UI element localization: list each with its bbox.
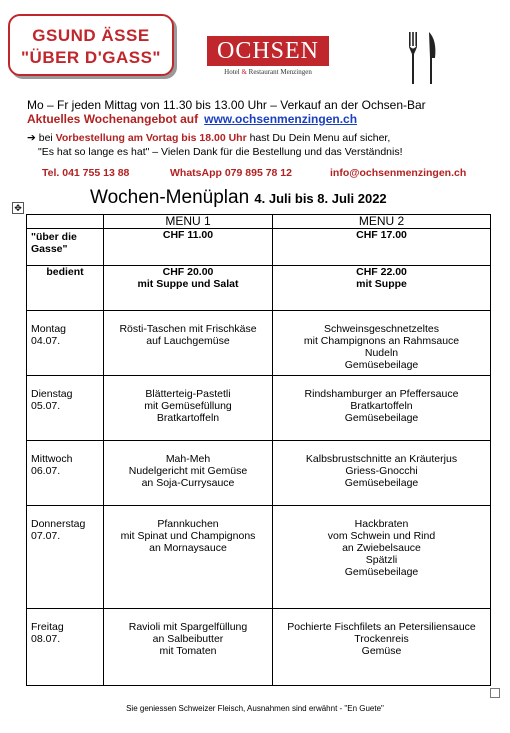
menu-line: Griess-Gnocchi bbox=[345, 465, 418, 477]
arrow-icon: ➔ bbox=[27, 132, 36, 144]
menu-line: Bratkartoffeln bbox=[156, 412, 220, 424]
badge-line2: "ÜBER D'GASS" bbox=[20, 48, 161, 67]
email: info@ochsenmenzingen.ch bbox=[330, 167, 467, 179]
menu2-cell bbox=[273, 441, 491, 506]
menu-line: an Salbeibutter bbox=[152, 633, 224, 645]
plan-dates: 4. Juli bis 8. Juli 2022 bbox=[254, 191, 387, 206]
menu-line: Gemüsebeilage bbox=[344, 359, 419, 371]
day-day: Donnerstag bbox=[31, 518, 86, 530]
day-row bbox=[27, 441, 491, 506]
menu2-cell bbox=[273, 376, 491, 441]
day-day: Dienstag bbox=[31, 388, 73, 400]
menu-line: Hackbraten bbox=[354, 518, 409, 530]
menu-line: Gemüse bbox=[361, 645, 402, 657]
weekly-offer-label: Aktuelles Wochenangebot auf bbox=[27, 112, 199, 126]
menu1-cell bbox=[104, 376, 273, 441]
menu-line: auf Lauchgemüse bbox=[146, 335, 230, 347]
bedient-label: bedient bbox=[27, 266, 104, 311]
badge-line1: GSUND ÄSSE bbox=[32, 26, 150, 45]
bedient-cell1 bbox=[104, 266, 273, 311]
weekly-offer-line bbox=[27, 112, 357, 126]
header-menu1: MENU 1 bbox=[104, 215, 273, 229]
menu1-cell bbox=[104, 311, 273, 376]
gsund-aesse-badge bbox=[8, 14, 174, 76]
menu-line: Gemüsebeilage bbox=[344, 477, 419, 489]
menu-line: Rösti-Taschen mit Frischkäse bbox=[119, 323, 257, 335]
day-day: Montag bbox=[31, 323, 67, 335]
gasse-price2: CHF 17.00 bbox=[273, 229, 491, 266]
opening-hours: Mo – Fr jeden Mittag von 11.30 bis 13.00 Uhr – Verkauf an der Ochsen-Bar bbox=[27, 98, 426, 112]
menu2-cell bbox=[273, 609, 491, 686]
day-date: 06.07. bbox=[31, 465, 61, 477]
menu-line: Rindshamburger an Pfeffersauce bbox=[304, 388, 459, 400]
menu-line: mit Tomaten bbox=[159, 645, 217, 657]
menu-line: Schweinsgeschnetzeltes bbox=[324, 323, 439, 335]
menu-line: Pfannkuchen bbox=[157, 518, 219, 530]
day-date: 05.07. bbox=[31, 400, 61, 412]
menu-line: Trockenreis bbox=[354, 633, 409, 645]
menu-line: an Zwiebelsauce bbox=[342, 542, 421, 554]
logo-sub-a: Hotel bbox=[224, 68, 242, 76]
gasse-row bbox=[27, 229, 491, 266]
menu-line: Gemüsebeilage bbox=[344, 412, 419, 424]
footer-note: Sie geniessen Schweizer Fleisch, Ausnahmen sind erwähnt - "En Guete" bbox=[126, 704, 384, 713]
menu-line: Bratkartoffeln bbox=[350, 400, 413, 412]
day-date: 08.07. bbox=[31, 633, 61, 645]
menu-line: an Mornaysauce bbox=[149, 542, 227, 554]
plan-title bbox=[90, 187, 387, 209]
menu2-cell bbox=[273, 506, 491, 609]
preorder-line bbox=[27, 132, 390, 144]
day-row bbox=[27, 376, 491, 441]
gasse-price1: CHF 11.00 bbox=[104, 229, 273, 266]
ochsen-logo: OCHSEN bbox=[207, 36, 329, 66]
day-date: 07.07. bbox=[31, 530, 61, 542]
bedient-desc1: mit Suppe und Salat bbox=[137, 278, 239, 290]
day-row bbox=[27, 506, 491, 609]
menu1-cell bbox=[104, 506, 273, 609]
preorder-b: hast Du Dein Menu auf sicher, bbox=[246, 132, 391, 144]
table-move-handle-icon[interactable]: ✥ bbox=[12, 202, 24, 214]
bedient-price2: CHF 22.00 bbox=[356, 266, 407, 278]
plan-title-text: Wochen-Menüplan bbox=[90, 187, 250, 208]
fork-knife-icon bbox=[405, 30, 441, 86]
day-cell bbox=[27, 609, 104, 686]
bedient-cell2 bbox=[273, 266, 491, 311]
website-link[interactable]: www.ochsenmenzingen.ch bbox=[204, 112, 358, 126]
menu-line: Kalbsbrustschnitte an Kräuterjus bbox=[305, 453, 458, 465]
menu-line: mit Spinat und Champignons bbox=[120, 530, 256, 542]
menu-line: Pochierte Fischfilets an Petersiliensauce bbox=[287, 621, 476, 633]
menu-table bbox=[26, 214, 491, 686]
day-row bbox=[27, 609, 491, 686]
day-cell bbox=[27, 376, 104, 441]
day-cell bbox=[27, 311, 104, 376]
day-row bbox=[27, 311, 491, 376]
menu-line: Mah-Meh bbox=[165, 453, 211, 465]
menu1-cell bbox=[104, 609, 273, 686]
menu-line: Spätzli bbox=[365, 554, 398, 566]
logo-subtitle bbox=[207, 68, 329, 76]
header-menu2: MENU 2 bbox=[273, 215, 491, 229]
menu-line: Gemüsebeilage bbox=[344, 566, 419, 578]
gasse-label: "über die Gasse" bbox=[27, 229, 104, 266]
bedient-desc2: mit Suppe bbox=[356, 278, 407, 290]
menu1-cell bbox=[104, 441, 273, 506]
header-empty bbox=[27, 215, 104, 229]
menu-line: Nudelgericht mit Gemüse bbox=[128, 465, 248, 477]
logo-sub-b: Restaurant Menzingen bbox=[246, 68, 312, 76]
phone: Tel. 041 755 13 88 bbox=[42, 167, 130, 179]
menu-line: Nudeln bbox=[364, 347, 399, 359]
logo-sub-amp: & bbox=[241, 68, 247, 76]
menu-line: mit Champignons an Rahmsauce bbox=[303, 335, 460, 347]
bedient-row bbox=[27, 266, 491, 311]
menu2-cell bbox=[273, 311, 491, 376]
menu-line: an Soja-Currysauce bbox=[141, 477, 235, 489]
menu-line: vom Schwein und Rind bbox=[327, 530, 436, 542]
bedient-price1: CHF 20.00 bbox=[162, 266, 214, 278]
day-cell bbox=[27, 506, 104, 609]
day-day: Freitag bbox=[31, 621, 64, 633]
preorder-deadline: Vorbestellung am Vortag bis 18.00 Uhr bbox=[55, 132, 247, 144]
day-cell bbox=[27, 441, 104, 506]
menu-line: mit Gemüsefüllung bbox=[144, 400, 232, 412]
day-date: 04.07. bbox=[31, 335, 61, 347]
table-header-row bbox=[27, 215, 491, 229]
whatsapp: WhatsApp 079 895 78 12 bbox=[170, 167, 292, 179]
menu-line: Blätterteig-Pastetli bbox=[145, 388, 231, 400]
day-day: Mittwoch bbox=[31, 453, 73, 465]
table-resize-handle-icon[interactable] bbox=[490, 688, 500, 698]
preorder-a: bei bbox=[35, 132, 56, 144]
menu-line: Ravioli mit Spargelfüllung bbox=[128, 621, 248, 633]
thanks-line: "Es hat so lange es hat" – Vielen Dank für die Bestellung und das Verständnis! bbox=[38, 146, 403, 158]
